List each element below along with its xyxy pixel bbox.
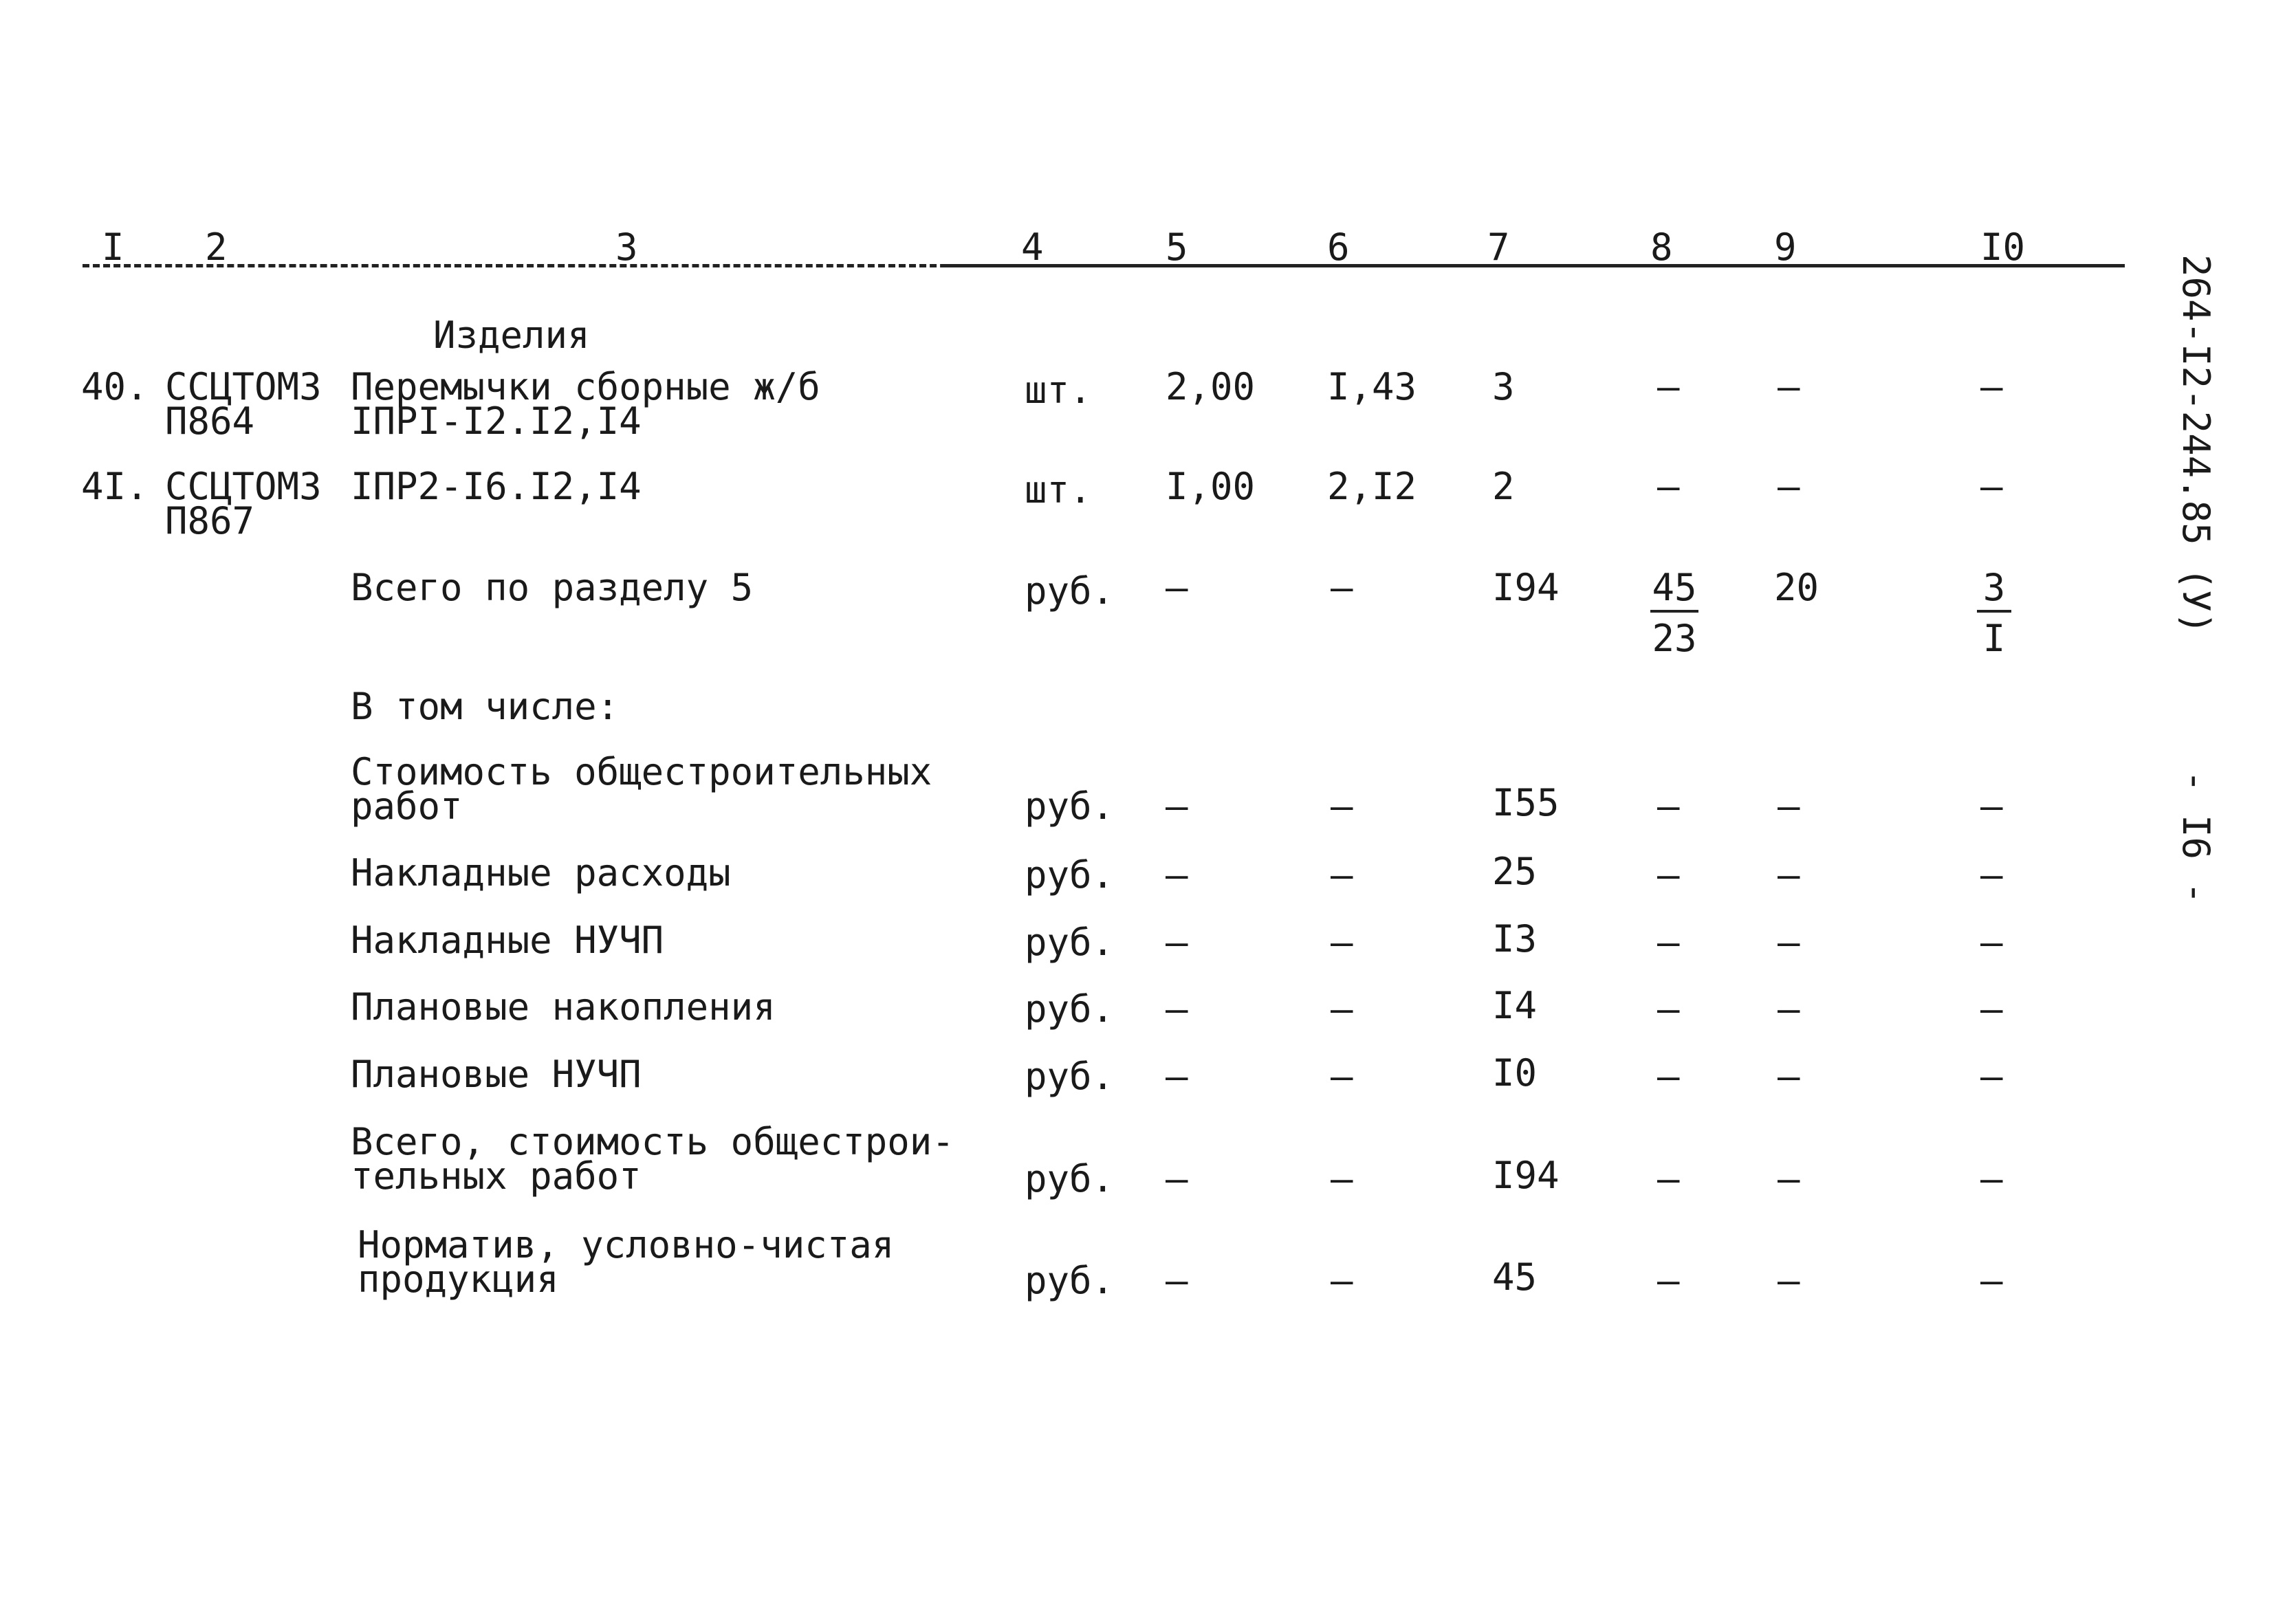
breakdown-col9: – [1778,853,1800,897]
item-code-line2: П864 [165,399,255,443]
breakdown-name-line1: Стоимость общестроительных [351,750,932,793]
document-code-label: 264-I2-244.85 (У) [2174,254,2218,635]
column-header-3: 3 [615,226,638,269]
breakdown-col6: – [1331,853,1353,897]
breakdown-col5: – [1166,1259,1188,1302]
item-col10: – [1980,365,2003,408]
breakdown-col9: – [1778,784,1800,828]
item-unit: шт. [1025,468,1092,512]
breakdown-col10: – [1980,784,2003,828]
item-number: 4I. [81,465,149,508]
breakdown-unit: руб. [1025,1157,1115,1200]
item-col8: – [1657,365,1680,408]
breakdown-col7: I3 [1492,917,1538,961]
item-col5: 2,00 [1166,365,1256,408]
column-header-4: 4 [1021,226,1044,269]
breakdown-col6: – [1331,921,1353,964]
breakdown-col10: – [1980,1055,2003,1098]
item-number: 40. [81,365,149,408]
breakdown-col9: – [1778,1055,1800,1098]
breakdown-col8: – [1657,987,1680,1031]
breakdown-col9: – [1778,987,1800,1031]
breakdown-col9: – [1778,1157,1800,1200]
breakdown-name-line2: работ [351,784,463,828]
page-number-label: - I6 - [2174,770,2218,905]
breakdown-col6: – [1331,987,1353,1031]
breakdown-unit: руб. [1025,921,1115,964]
breakdown-col5: – [1166,853,1188,897]
item-name-line1: IПР2-I6.I2,I4 [351,465,642,508]
breakdown-col5: – [1166,921,1188,964]
breakdown-col8: – [1657,1259,1680,1302]
item-col9: – [1778,465,1800,508]
breakdown-col5: – [1166,1055,1188,1098]
breakdown-col8: – [1657,784,1680,828]
breakdown-col6: – [1331,1259,1353,1302]
item-name-line2: IПРI-I2.I2,I4 [351,399,642,443]
item-col6: 2,I2 [1327,465,1417,508]
breakdown-col5: – [1166,987,1188,1031]
total-col8-fraction [1650,566,1698,660]
breakdown-name-line1: Всего, стоимость общестрои- [351,1120,954,1163]
item-code-line1: ССЦТОМ3 [165,365,322,408]
column-header-10: I0 [1980,226,2026,269]
header-divider-solid [942,264,2125,267]
item-col6: I,43 [1327,365,1417,408]
fraction-denominator: I [1982,617,2006,660]
item-col7: 2 [1492,465,1515,508]
breakdown-col7: I94 [1492,1154,1560,1197]
column-header-7: 7 [1487,226,1510,269]
breakdown-name-line2: тельных работ [351,1154,642,1198]
breakdown-col9: – [1778,1259,1800,1302]
breakdown-col7: I4 [1492,984,1538,1027]
item-col7: 3 [1492,365,1515,408]
column-header-1: I [102,226,124,269]
breakdown-col8: – [1657,1055,1680,1098]
item-col5: I,00 [1166,465,1256,508]
breakdown-unit: руб. [1025,1055,1115,1098]
item-code-line2: П867 [165,499,255,542]
total-col5: – [1166,566,1188,609]
total-name: Всего по разделу 5 [351,566,754,609]
breakdown-col8: – [1657,853,1680,897]
breakdown-col10: – [1980,921,2003,964]
fraction-denominator: 23 [1652,617,1697,660]
total-col10-fraction [1977,566,2011,660]
breakdown-col7: 45 [1492,1255,1538,1299]
total-col6: – [1331,566,1353,609]
breakdown-col6: – [1331,1055,1353,1098]
breakdown-col10: – [1980,1157,2003,1200]
breakdown-name-line1: Накладные НУЧП [351,919,664,962]
breakdown-name-line1: Накладные расходы [351,851,731,895]
item-col10: – [1980,465,2003,508]
breakdown-col7: 25 [1492,850,1538,893]
breakdown-col7: I55 [1492,781,1560,824]
item-name-line1: Перемычки сборные ж/б [351,365,820,408]
breakdown-col10: – [1980,853,2003,897]
breakdown-name-line1: Плановые НУЧП [351,1053,642,1096]
breakdown-name-line2: продукция [358,1258,559,1301]
breakdown-name-line1: Норматив, условно-чистая [358,1223,895,1266]
breakdown-col8: – [1657,921,1680,964]
breakdown-col7: I0 [1492,1051,1538,1095]
item-col8: – [1657,465,1680,508]
breakdown-col9: – [1778,921,1800,964]
fraction-numerator: 3 [1977,569,2011,613]
section-heading: Изделия [433,314,590,357]
breakdown-col6: – [1331,1157,1353,1200]
column-header-8: 8 [1650,226,1673,269]
breakdown-name-line1: Плановые накопления [351,985,776,1029]
column-header-5: 5 [1166,226,1188,269]
breakdown-col10: – [1980,987,2003,1031]
total-unit: руб. [1025,569,1115,613]
column-header-2: 2 [205,226,228,269]
item-unit: шт. [1025,369,1092,412]
item-code-line1: ССЦТОМ3 [165,465,322,508]
breakdown-col10: – [1980,1259,2003,1302]
item-col9: – [1778,365,1800,408]
breakdown-unit: руб. [1025,1259,1115,1302]
breakdown-col5: – [1166,784,1188,828]
breakdown-unit: руб. [1025,784,1115,828]
total-col7: I94 [1492,566,1560,609]
total-col9: 20 [1774,566,1819,609]
breakdown-unit: руб. [1025,853,1115,897]
column-header-9: 9 [1774,226,1797,269]
breakdown-unit: руб. [1025,987,1115,1031]
breakdown-col8: – [1657,1157,1680,1200]
breakdown-col5: – [1166,1157,1188,1200]
including-label: В том числе: [351,685,620,728]
column-header-6: 6 [1327,226,1350,269]
breakdown-col6: – [1331,784,1353,828]
fraction-numerator: 45 [1650,569,1698,613]
